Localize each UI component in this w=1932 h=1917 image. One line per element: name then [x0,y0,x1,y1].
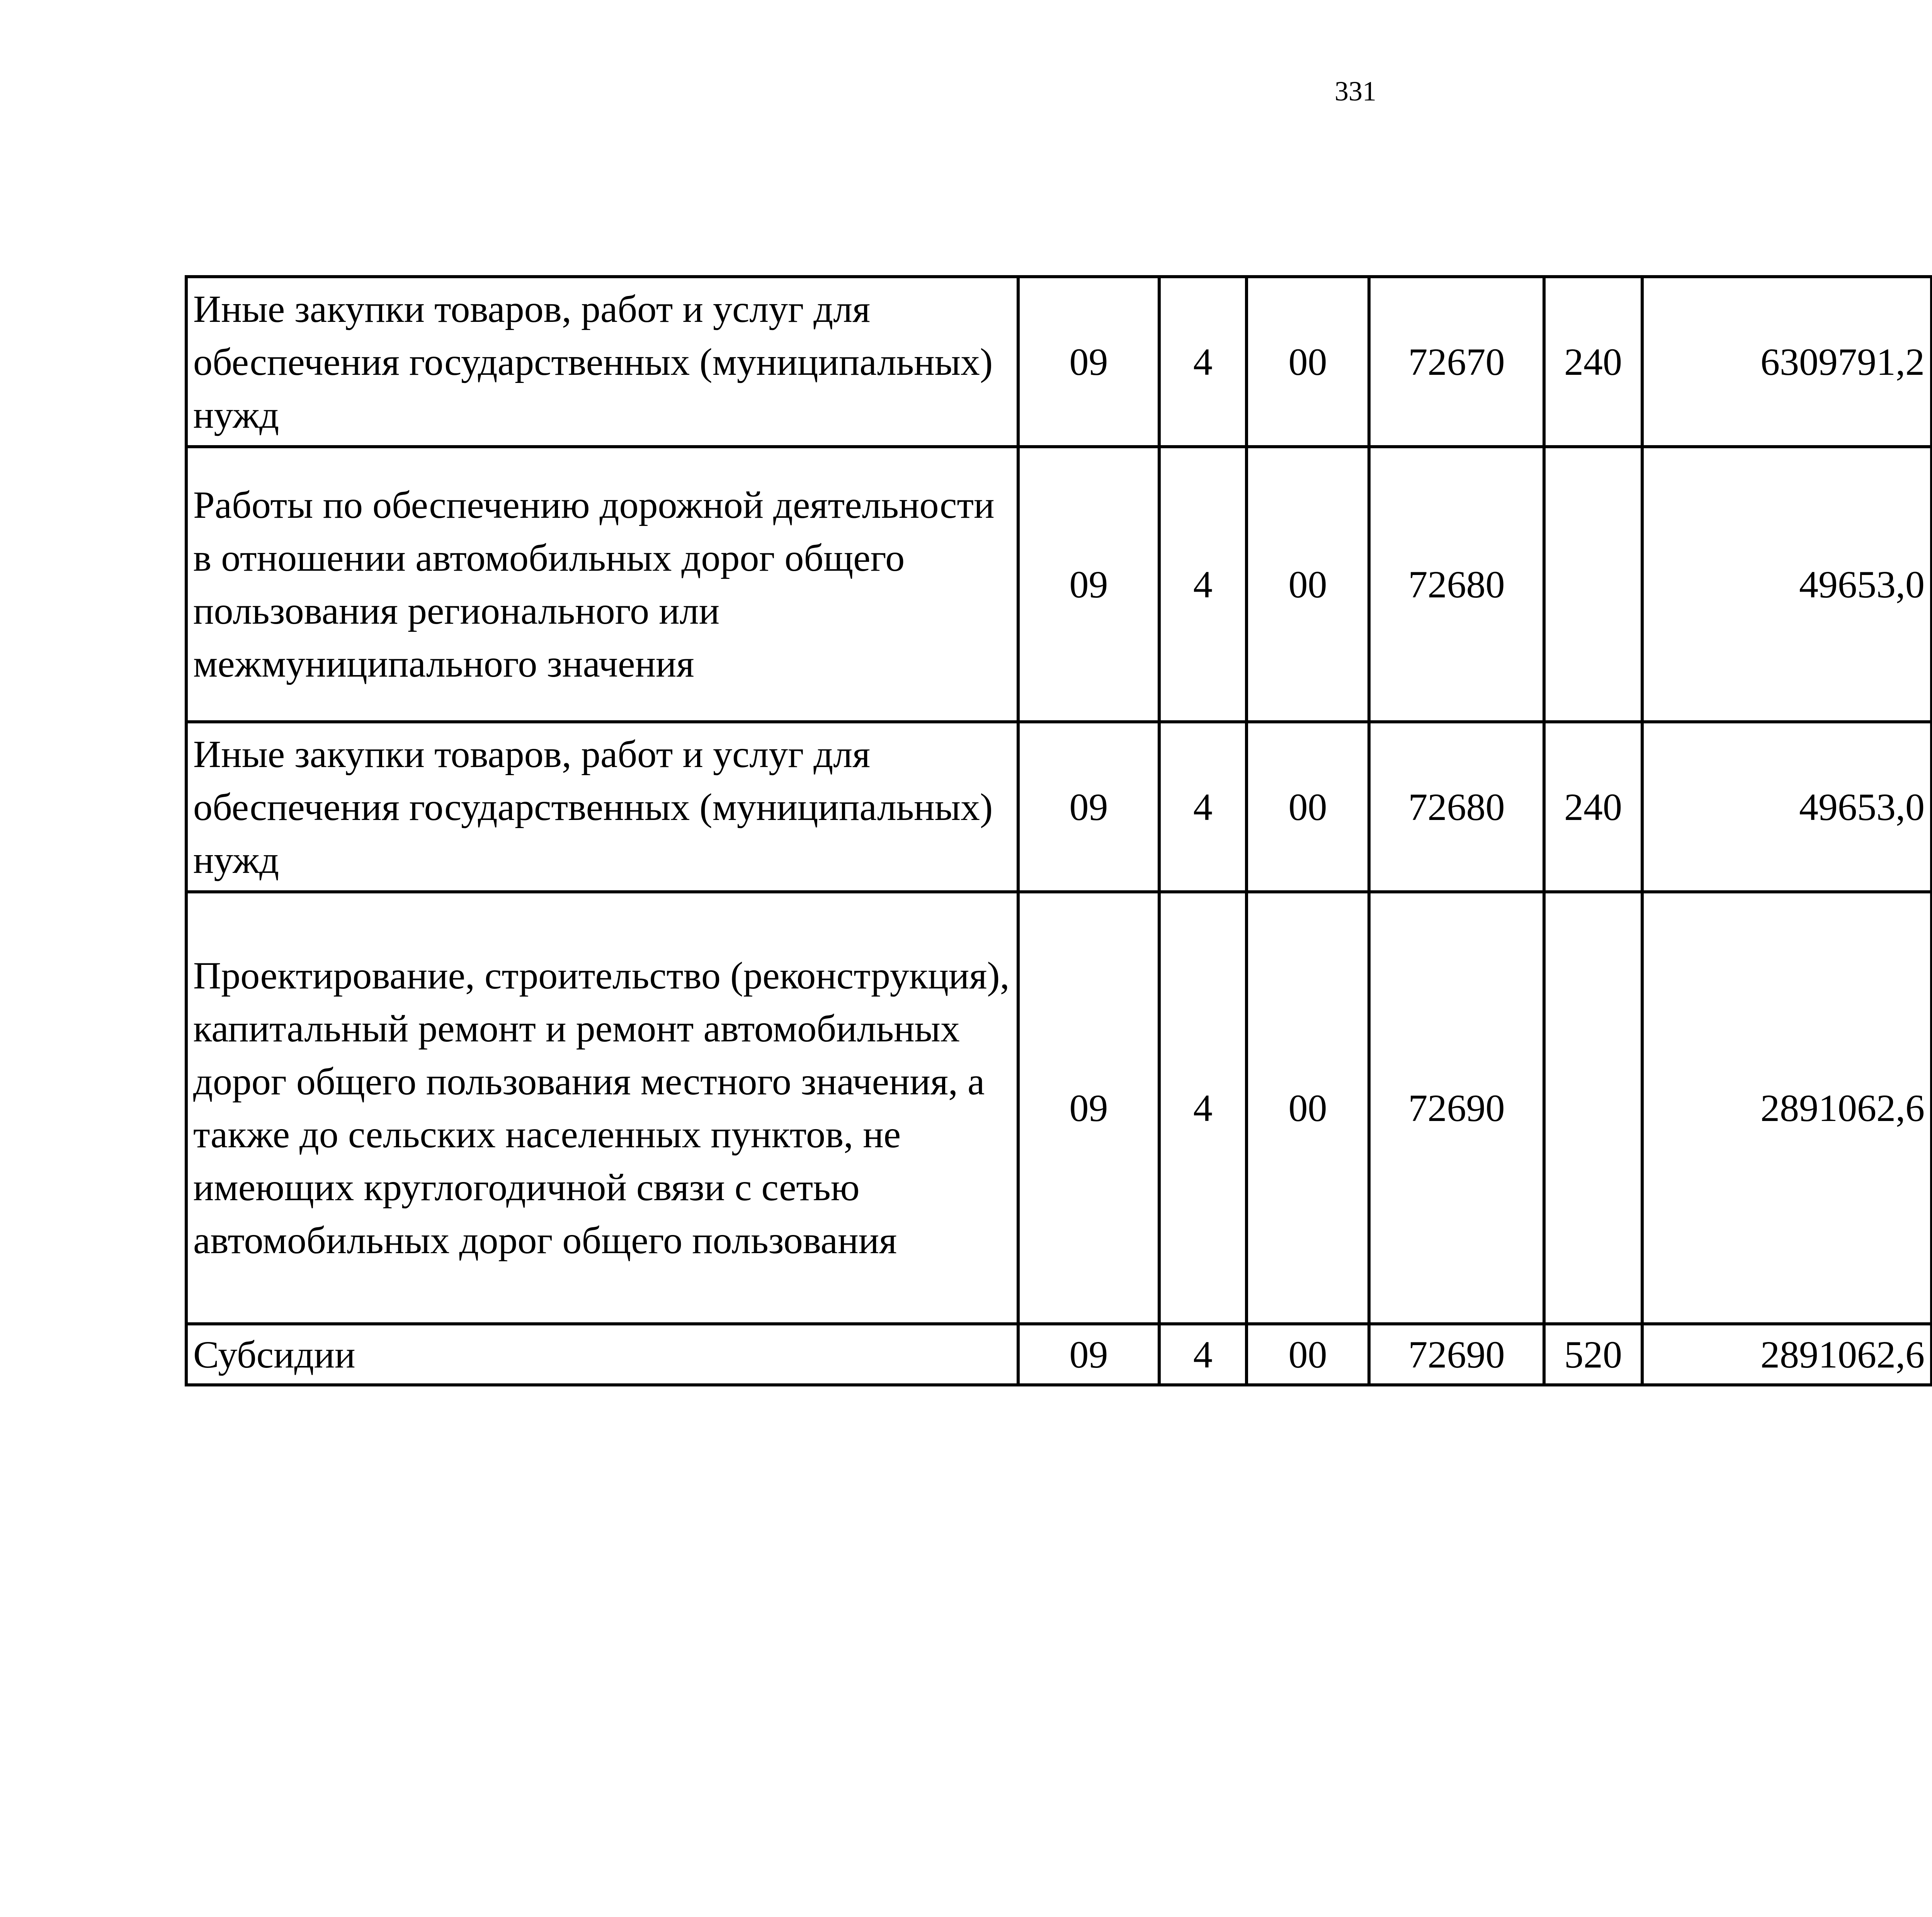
amount-year-1: 49653,0 [1642,722,1932,892]
direction-code: 72680 [1369,722,1544,892]
table-row [186,722,1932,892]
direction-code: 72670 [1369,277,1544,447]
program-code: 4 [1159,447,1247,722]
row-description: Иные закупки товаров, работ и услуг для обеспечения государственных (муниципальных) нужд [186,277,1018,447]
subprogram-code: 00 [1247,892,1369,1324]
table-row [186,447,1932,722]
table-row [186,1324,1932,1385]
subprogram-code: 00 [1247,1324,1369,1385]
direction-code: 72680 [1369,447,1544,722]
expense-type-code: 520 [1544,1324,1642,1385]
direction-code: 72690 [1369,892,1544,1324]
amount-year-1: 2891062,6 [1642,892,1932,1324]
row-description: Субсидии [186,1324,1018,1385]
section-code: 09 [1018,447,1159,722]
table-row [186,892,1932,1324]
section-code: 09 [1018,277,1159,447]
program-code: 4 [1159,892,1247,1324]
budget-table [185,275,1932,1386]
program-code: 4 [1159,1324,1247,1385]
section-code: 09 [1018,1324,1159,1385]
section-code: 09 [1018,892,1159,1324]
program-code: 4 [1159,722,1247,892]
subprogram-code: 00 [1247,277,1369,447]
row-description: Проектирование, строительство (реконструкция), капитальный ремонт и ремонт автомобильных дорог общего пользования местного значения, а также до сельских населенных пунктов, не имеющих круглогодичной связи с сетью автомобильных дорог общего пользования [186,892,1018,1324]
expense-type-code [1544,892,1642,1324]
expense-type-code [1544,447,1642,722]
subprogram-code: 00 [1247,722,1369,892]
row-description: Иные закупки товаров, работ и услуг для обеспечения государственных (муниципальных) нужд [186,722,1018,892]
expense-type-code: 240 [1544,722,1642,892]
amount-year-1: 49653,0 [1642,447,1932,722]
amount-year-1: 2891062,6 [1642,1324,1932,1385]
expense-type-code: 240 [1544,277,1642,447]
program-code: 4 [1159,277,1247,447]
direction-code: 72690 [1369,1324,1544,1385]
subprogram-code: 00 [1247,447,1369,722]
section-code: 09 [1018,722,1159,892]
page-number: 331 [1335,76,1376,107]
table-row [186,277,1932,447]
amount-year-1: 6309791,2 [1642,277,1932,447]
row-description: Работы по обеспечению дорожной деятельности в отношении автомобильных дорог общего пользования регионального или межмуниципального значения [186,447,1018,722]
